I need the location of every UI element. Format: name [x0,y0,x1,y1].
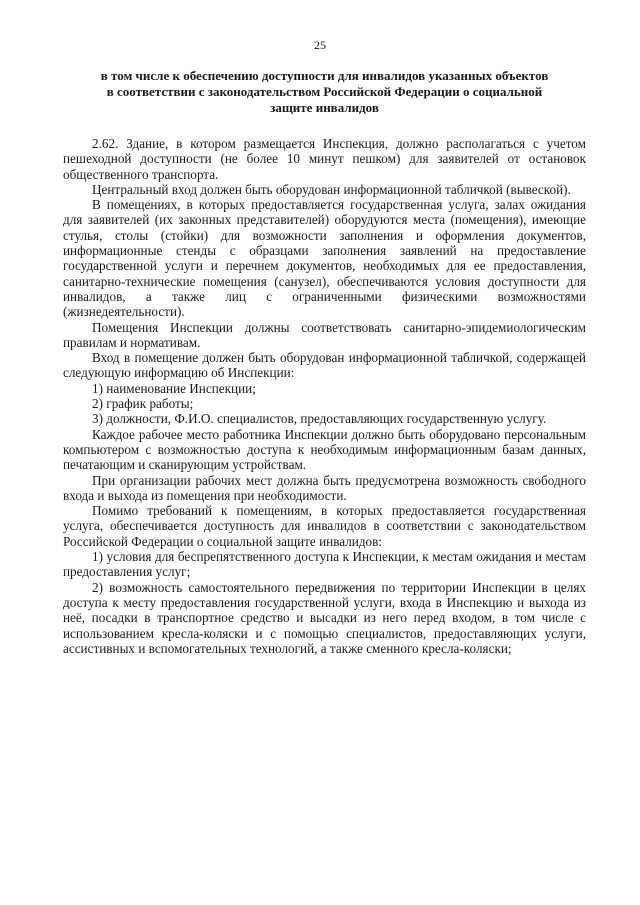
heading-line-1: в том числе к обеспечению доступности для инвалидов указанных объектов [100,68,549,83]
body-text [63,136,586,656]
paragraph-entrance-sign: Вход в помещение должен быть оборудован информационной табличкой, содержащей следующую информацию об Инспекции: [63,350,586,381]
list-item-schedule: 2) график работы; [92,396,194,412]
list-item-positions: 3) должности, Ф.И.О. специалистов, предоставляющих государственную услугу. [92,411,547,427]
paragraph-accessibility-intro: Помимо требований к помещениям, в которых предоставляется государственная услуга, обеспечивается доступность для инвалидов в соответствии с законодательством Российской Федерации о социальной защите инвалидов: [63,503,586,549]
list-item-access-conditions: 1) условия для беспрепятственного доступа к Инспекции, к местам ожидания и местам предоставления услуг; [63,549,586,580]
section-heading [63,68,586,116]
heading-line-3: защите инвалидов [270,100,379,115]
paragraph-workplace: Каждое рабочее место работника Инспекции должно быть оборудовано персональным компьютером с возможностью доступа к необходимым информационным базам данных, печатающим и сканирующим устройствам. [63,426,586,473]
paragraph-workplace-access: При организации рабочих мест должна быть предусмотрена возможность свободного входа и выхода из помещения при необходимости. [63,472,586,503]
list-item-movement: 2) возможность самостоятельного передвижения по территории Инспекции в целях доступа к месту предоставления государственной услуги, входа в Инспекцию и выхода из неё, посадки в транспортное средство и высадки из него перед входом, в том числе с использованием кресла-коляски и с помощью специалистов, предоставляющих услуги, ассистивных и вспомогательных технологий, а также сменного кресла-коляски; [63,579,586,656]
paragraph-central-entrance: Центральный вход должен быть оборудован информационной табличкой (вывеской). [92,181,571,197]
paragraph-sanitary-rules: Помещения Инспекции должны соответствовать санитарно-эпидемиологическим правилам и нормативам. [63,319,586,350]
list-item-name: 1) наименование Инспекции; [92,380,256,396]
paragraph-2-62: 2.62. Здание, в котором размещается Инспекция, должно располагаться с учетом пешеходной доступности (не более 10 минут пешком) для заявителей от остановок общественного транспорта. [63,136,586,182]
page-number: 25 [314,38,326,52]
heading-line-2: в соответствии с законодательством Российской Федерации о социальной [106,84,543,99]
paragraph-premises-equipment: В помещениях, в которых предоставляется государственная услуга, залах ожидания для заявителей (их законных представителей) оборудуются места (помещения), имеющие стулья, столы (стойки) для возможности заполнения и оформления документов, информационные стенды с образцами заполнения заявлений на предоставление государственной услуги и перечнем документов, необходимых для ее предоставления, санитарно-технические помещения (санузел), обеспечиваются условия доступности для инвалидов, а также лиц с ограниченными физическими возможностями (жизнедеятельности). [63,197,586,320]
